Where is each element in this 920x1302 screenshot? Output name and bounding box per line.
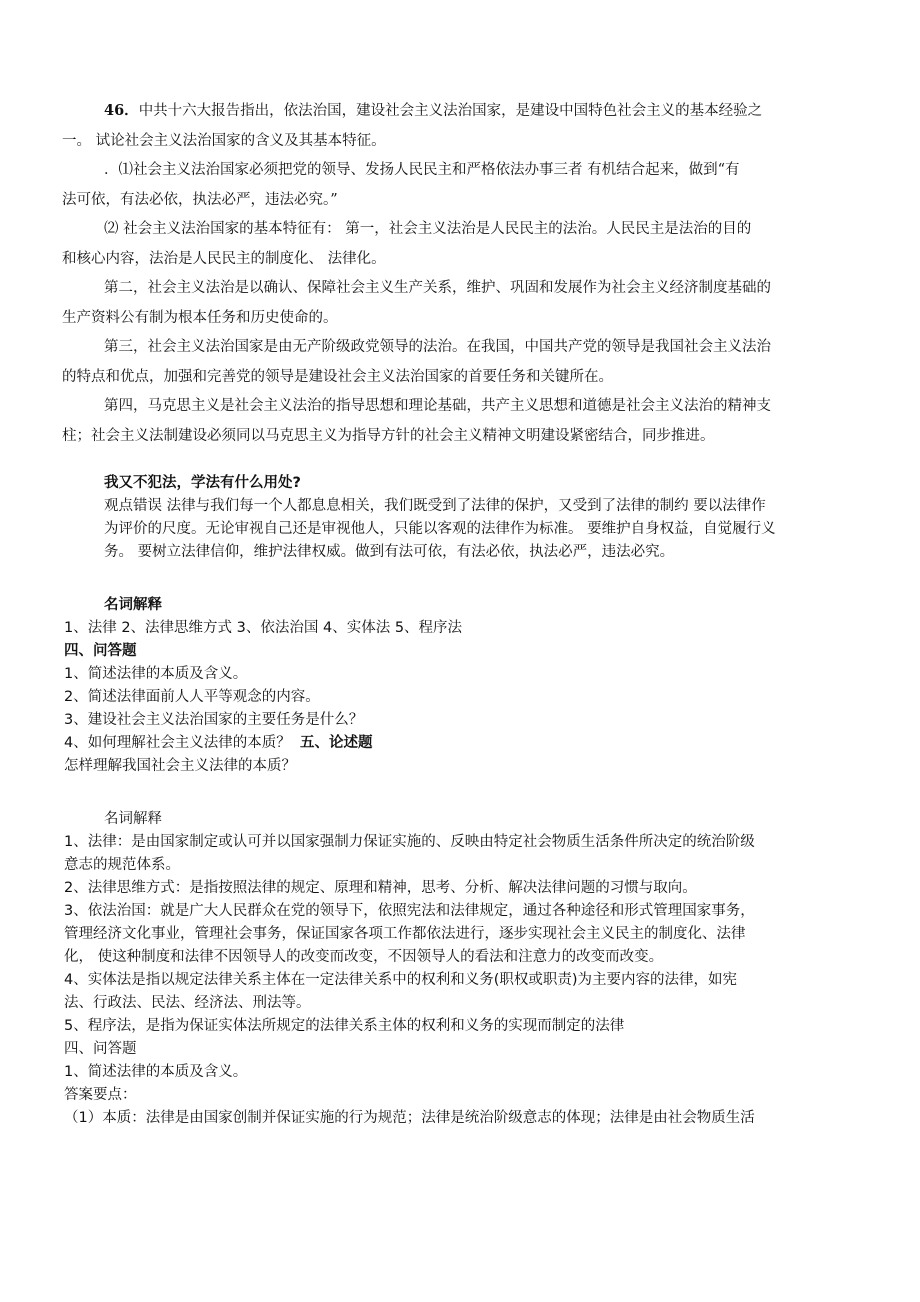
qa-item-3: 3、建设社会主义法治国家的主要任务是什么？ (64, 712, 364, 728)
exercises (64, 594, 864, 778)
terms-heading: 名词解释 (104, 597, 162, 613)
misc-line-2: 为评价的尺度。无论审视自己还是审视他人，只能以客观的法律作为标准。 要维护自身权益，自觉履行义 (104, 521, 776, 537)
question-46 (62, 96, 862, 451)
answer-term-3-line-2: 管理经济文化事业，管理社会事务，保证国家各项工作都依法进行，逐步实现社会主义民主的制度化、法律 (64, 926, 746, 942)
q46-number: 46． (104, 102, 139, 119)
answers-qa-item-1: 1、简述法律的本质及含义。 (64, 1064, 248, 1080)
answers-nature-line: （1）本质：法律是由国家创制并保证实施的行为规范；法律是统治阶级意志的体现；法律是由社会物质生活 (64, 1110, 755, 1126)
answer-term-2: 2、法律思维方式：是指按照法律的规定、原理和精神，思考、分析、解决法律问题的习惯与取向。 (64, 880, 697, 896)
answers-qa-heading: 四、问答题 (64, 1041, 137, 1057)
answer-term-4-line-1: 4、实体法是指以规定法律关系主体在一定法律关系中的权利和义务(职权或职责)为主要内容的法律，如宪 (64, 972, 738, 988)
misc-line-1: 观点错误 法律与我们每一个人都息息相关，我们既受到了法律的保护，又受到了法律的制约 要以法律作 (104, 498, 766, 514)
qa-item-2: 2、简述法律面前人人平等观念的内容。 (64, 689, 320, 705)
essay-question: 怎样理解我国社会主义法律的本质？ (64, 758, 296, 774)
q46-line-2: 一。 试论社会主义法治国家的含义及其基本特征。 (62, 132, 386, 149)
q46-answer-2-line-2: 和核心内容，法治是人民民主的制度化、 法律化。 (62, 250, 386, 267)
q46-answer-2-line-1: ⑵ 社会主义法治国家的基本特征有： 第一，社会主义法治是人民民主的法治。人民民主是法治的目的 (104, 221, 752, 237)
q46-feature-3-line-2: 的特点和优点，加强和完善党的领导是建设社会主义法治国家的首要任务和关键所在。 (62, 368, 613, 385)
q46-answer-1-line-2: 法可依，有法必依，执法必严，违法必究。” (62, 191, 338, 208)
qa-item-4: 4、如何理解社会主义法律的本质？ 五、论述题 (64, 735, 373, 751)
answers (64, 808, 864, 1130)
answer-term-3-line-3: 化， 使这种制度和法律不因领导人的改变而改变，不因领导人的看法和注意力的改变而改变。 (64, 949, 664, 965)
answer-term-3-line-1: 3、依法治国：就是广大人民群众在党的领导下，依照宪法和法律规定，通过各种途径和形式管理国家事务， (64, 903, 755, 919)
qa-item-1: 1、简述法律的本质及含义。 (64, 666, 248, 682)
answer-term-4-line-2: 法、行政法、民法、经济法、刑法等。 (64, 995, 311, 1011)
misc-heading: 我又不犯法，学法有什么用处? (104, 475, 301, 491)
q46-feature-4-line-2: 柱；社会主义法制建设必须同以马克思主义为指导方针的社会主义精神文明建设紧密结合，同步推进。 (62, 427, 715, 444)
q46-feature-2-line-1: 第二，社会主义法治是以确认、保障社会主义生产关系，维护、巩固和发展作为社会主义经济制度基础的 (104, 280, 771, 296)
answer-term-1-line-1: 1、法律：是由国家制定或认可并以国家强制力保证实施的、反映由特定社会物质生活条件所决定的统治阶级 (64, 834, 755, 850)
answers-key-points: 答案要点： (64, 1087, 137, 1103)
q46-answer-1-line-1: ．⑴社会主义法治国家必须把党的领导、发扬人民民主和严格依法办事三者 有机结合起来，做到“有 (104, 162, 740, 178)
q46-line-1: 46．中共十六大报告指出，依法治国，建设社会主义法治国家，是建设中国特色社会主义的基本经验之 (104, 102, 763, 119)
answer-term-5: 5、程序法，是指为保证实体法所规定的法律关系主体的权利和义务的实现而制定的法律 (64, 1018, 625, 1034)
essay-heading: 五、论述题 (299, 735, 373, 751)
terms-list: 1、法律 2、法律思维方式 3、依法治国 4、实体法 5、程序法 (64, 620, 463, 636)
answer-term-1-line-2: 意志的规范体系。 (64, 857, 180, 873)
q46-feature-4-line-1: 第四，马克思主义是社会主义法治的指导思想和理论基础，共产主义思想和道德是社会主义法治的精神支 (104, 398, 771, 414)
answers-terms-heading: 名词解释 (104, 811, 162, 827)
q46-feature-3-line-1: 第三，社会主义法治国家是由无产阶级政党领导的法治。在我国，中国共产党的领导是我国社会主义法治 (104, 339, 771, 355)
qa-heading: 四、问答题 (64, 643, 137, 659)
q46-feature-2-line-2: 生产资料公有制为根本任务和历史使命的。 (62, 309, 338, 326)
misc-line-3: 务。 要树立法律信仰，维护法律权威。做到有法可依，有法必依，执法必严，违法必究。 (104, 544, 675, 560)
misc-question (104, 472, 884, 564)
